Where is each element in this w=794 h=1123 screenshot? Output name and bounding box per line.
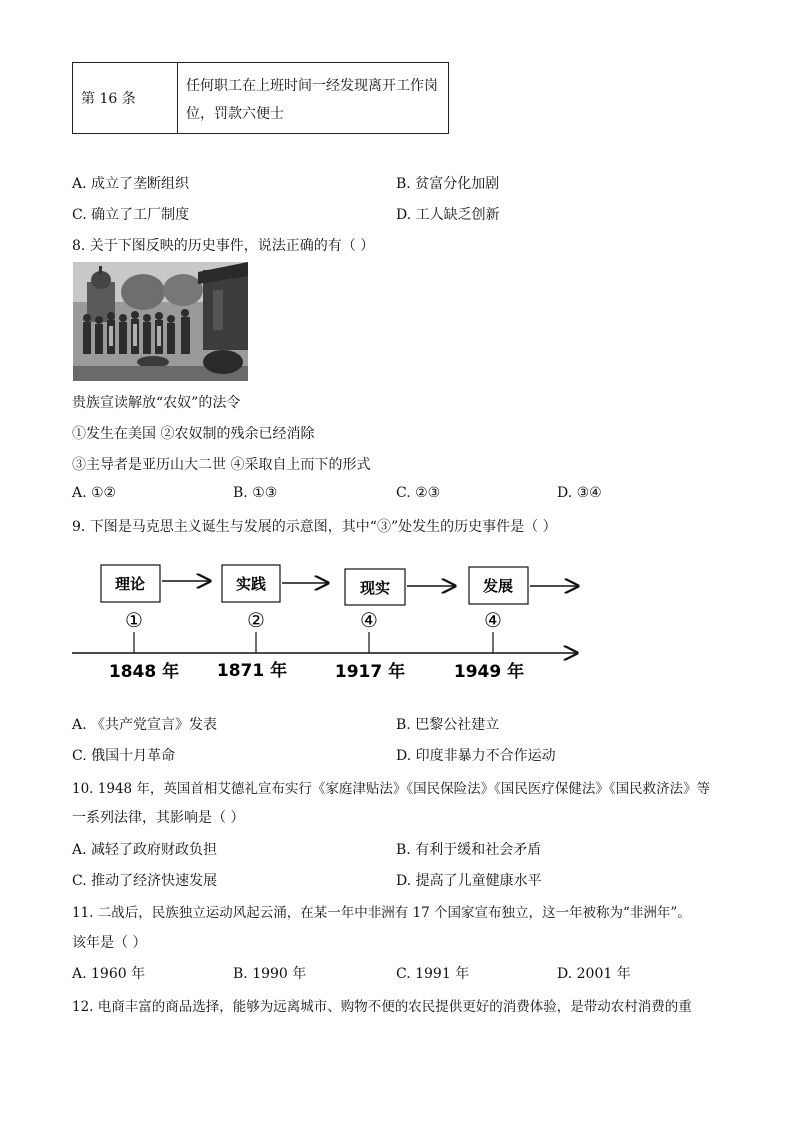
q11-stem-line-1: 11. 二战后，民族独立运动风起云涌，在某一年中非洲有 17 个国家宣布独立，这一年被称为“非洲年”。 [72, 905, 691, 921]
rule-content [178, 63, 448, 133]
q10-stem-line-2: 一系列法律，其影响是（ ） [72, 810, 245, 826]
year-1871: 1871 年 [216, 661, 288, 681]
marker-4: ④ [484, 608, 502, 632]
q7-option-c: C. 确立了工厂制度 [72, 207, 190, 223]
q11-option-a: A. 1960 年 [72, 966, 146, 982]
marker-3: ④ [360, 608, 378, 632]
year-1848: 1848 年 [108, 662, 180, 682]
q7-option-a: A. 成立了垄断组织 [72, 176, 190, 192]
engraving-illustration [73, 262, 248, 381]
q10-option-a: A. 减轻了政府财政负担 [72, 842, 218, 858]
box-development-label: 发展 [482, 577, 514, 595]
q8-stem: 8. 关于下图反映的历史事件，说法正确的有（ ） [72, 238, 375, 254]
q11-option-d: D. 2001 年 [557, 966, 631, 982]
q12-stem-line-1: 12. 电商丰富的商品选择，能够为远离城市、购物不便的农民提供更好的消费体验，是带动农村消费的重 [72, 999, 692, 1015]
q10-option-b: B. 有利于缓和社会矛盾 [396, 842, 542, 858]
box-practice-label: 实践 [235, 575, 267, 593]
rule-article: 第 16 条 [73, 63, 178, 133]
rule-line-2: 位，罚款六便士 [186, 106, 284, 122]
box-theory-label: 理论 [114, 575, 146, 593]
emancipation-engraving [73, 262, 248, 381]
year-1917: 1917 年 [334, 662, 406, 682]
q11-stem-line-2: 该年是（ ） [72, 935, 147, 951]
q8-statement-1: ①发生在美国 ②农奴制的残余已经消除 [72, 426, 315, 442]
q9-stem: 9. 下图是马克思主义诞生与发展的示意图，其中“③”处发生的历史事件是（ ） [72, 519, 557, 535]
q9-option-a: A. 《共产党宣言》发表 [72, 717, 218, 733]
q8-option-b: B. ①③ [233, 485, 278, 501]
q11-option-c: C. 1991 年 [396, 966, 470, 982]
q10-option-d: D. 提高了儿童健康水平 [396, 873, 542, 889]
q9-option-d: D. 印度非暴力不合作运动 [396, 748, 556, 764]
q7-option-b: B. 贫富分化加剧 [396, 176, 500, 192]
rule-line-1: 任何职工在上班时间一经发现离开工作岗 [186, 78, 438, 94]
year-1949: 1949 年 [453, 662, 525, 682]
q8-caption: 贵族宣读解放“农奴”的法令 [72, 395, 241, 411]
marxism-timeline-diagram [60, 552, 590, 696]
q8-option-d: D. ③④ [557, 485, 602, 501]
q8-statement-2: ③主导者是亚历山大二世 ④采取自上而下的形式 [72, 457, 371, 473]
q7-option-d: D. 工人缺乏创新 [396, 207, 500, 223]
q9-option-c: C. 俄国十月革命 [72, 748, 176, 764]
q11-option-b: B. 1990 年 [233, 966, 307, 982]
marker-1: ① [125, 608, 143, 632]
marker-2: ② [247, 608, 265, 632]
q10-stem-line-1: 10. 1948 年，英国首相艾德礼宣布实行《家庭津贴法》《国民保险法》《国民医疗保健法》《国民救济法》等 [72, 781, 711, 797]
rule-table [72, 62, 449, 134]
box-reality-label: 现实 [359, 579, 391, 597]
q10-option-c: C. 推动了经济快速发展 [72, 873, 218, 889]
q8-option-a: A. ①② [72, 485, 117, 501]
q9-option-b: B. 巴黎公社建立 [396, 717, 500, 733]
q8-option-c: C. ②③ [396, 485, 441, 501]
